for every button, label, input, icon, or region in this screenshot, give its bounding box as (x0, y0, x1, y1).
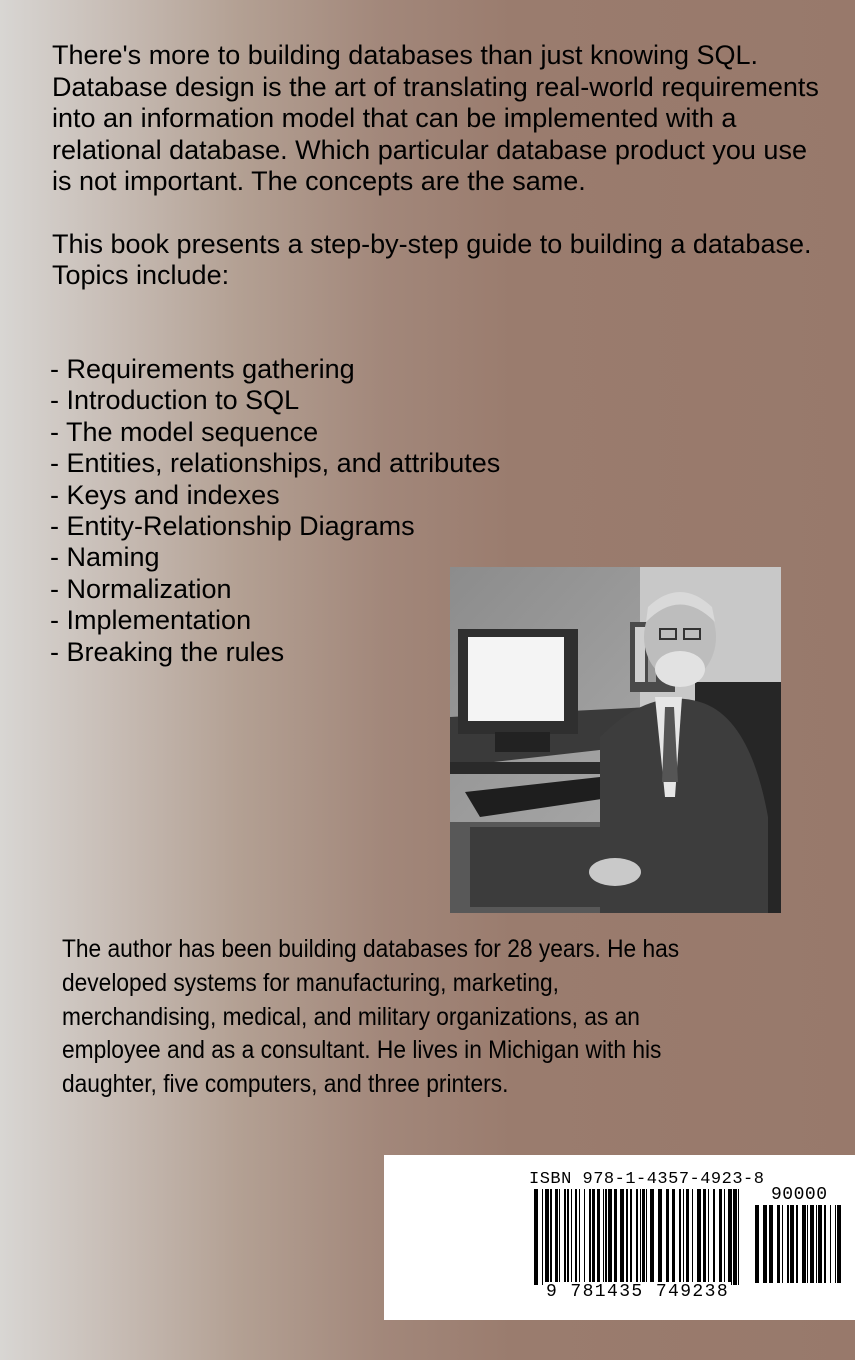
barcode-bar (589, 1189, 591, 1285)
barcode-bar (584, 1189, 585, 1285)
barcode-bar (763, 1205, 767, 1283)
barcode-bar (658, 1189, 662, 1285)
barcode-bar (646, 1189, 647, 1285)
barcode-bar (719, 1189, 722, 1285)
author-bio: The author has been building databases for 28 years. He has developed systems for manufacturing, marketing, merchandising, medical, and military organizations, as an employee and as a consultant. He lives in Michigan with his daughter, five computers, and three printers. (62, 935, 680, 1099)
barcode-bar (567, 1189, 569, 1285)
barcode-bar (626, 1189, 628, 1285)
barcode (384, 1155, 855, 1320)
price-barcode-bars (755, 1205, 850, 1285)
intro-paragraph-1: There's more to building databases than just knowing SQL. Database design is the art of translating real-world requirements into an information model that can be implemented with a relational database. Which particular database product you use is not important. The concepts are the same. (52, 40, 819, 196)
barcode-bar (724, 1189, 725, 1285)
barcode-bar (666, 1189, 669, 1285)
barcode-bar (697, 1189, 701, 1285)
topic-item: - Introduction to SQL (50, 385, 300, 416)
barcode-bar (818, 1205, 822, 1283)
barcode-bar (782, 1205, 783, 1283)
topic-item: - Requirements gathering (50, 354, 355, 384)
barcode-bar (713, 1189, 715, 1285)
isbn-barcode-bars (534, 1189, 744, 1289)
barcode-bar (545, 1189, 549, 1285)
barcode-bar (816, 1205, 817, 1283)
barcode-bar (810, 1205, 814, 1283)
barcode-bar (755, 1205, 759, 1283)
topic-item: - Naming (50, 542, 160, 573)
barcode-bar (642, 1189, 645, 1285)
barcode-bar (787, 1205, 789, 1283)
barcode-bar (650, 1189, 654, 1285)
barcode-bar (603, 1189, 604, 1285)
topics-list (50, 354, 500, 668)
isbn-digits: 9 781435 749238 (546, 1282, 730, 1302)
barcode-bar (608, 1189, 612, 1285)
barcode-bar (703, 1189, 706, 1285)
barcode-bar (559, 1189, 560, 1285)
barcode-bar (824, 1205, 826, 1283)
barcode-bar (796, 1205, 798, 1283)
barcode-bar (728, 1189, 732, 1285)
barcode-bar (835, 1205, 836, 1283)
barcode-bar (630, 1189, 632, 1285)
barcode-bar (640, 1189, 641, 1285)
barcode-bar (802, 1205, 806, 1283)
barcode-bar (790, 1205, 794, 1283)
topic-item: - Entities, relationships, and attributes (50, 448, 501, 479)
topic-item: - Normalization (50, 573, 232, 604)
intro-text (52, 40, 822, 292)
barcode-bar (708, 1189, 709, 1285)
barcode-bar (555, 1189, 558, 1285)
topic-item: - The model sequence (50, 416, 319, 447)
barcode-bar (564, 1189, 566, 1285)
barcode-bar (636, 1189, 638, 1285)
barcode-bar (807, 1205, 808, 1283)
barcode-bar (769, 1205, 773, 1283)
barcode-bar (738, 1189, 739, 1285)
barcode-bar (597, 1189, 600, 1285)
isbn-label: ISBN 978-1-4357-4923-8 (529, 1170, 765, 1189)
barcode-bar (830, 1205, 831, 1283)
barcode-bar (614, 1189, 617, 1285)
barcode-bar (679, 1189, 681, 1285)
barcode-bar (692, 1189, 693, 1285)
barcode-bar (777, 1205, 780, 1283)
barcode-bar (571, 1189, 572, 1285)
barcode-bar (683, 1189, 684, 1285)
barcode-bar (534, 1189, 538, 1285)
barcode-bar (605, 1189, 607, 1285)
barcode-bar (672, 1189, 675, 1285)
barcode-bar (686, 1189, 689, 1285)
price-code: 90000 (771, 1185, 828, 1205)
barcode-bar (542, 1189, 543, 1285)
barcode-bar (575, 1189, 577, 1285)
topic-item: - Breaking the rules (50, 636, 285, 667)
barcode-bar (579, 1189, 580, 1285)
barcode-bar (592, 1189, 595, 1285)
barcode-bar (620, 1189, 624, 1285)
barcode-bar (733, 1189, 737, 1285)
barcode-bar (550, 1189, 552, 1285)
author-photo (450, 567, 781, 913)
barcode-bar (837, 1205, 841, 1283)
topic-item: - Implementation (50, 605, 252, 636)
intro-paragraph-2: This book presents a step-by-step guide to building a database. Topics include: (52, 228, 812, 290)
topic-item: - Keys and indexes (50, 479, 280, 510)
topic-item: - Entity-Relationship Diagrams (50, 511, 415, 542)
